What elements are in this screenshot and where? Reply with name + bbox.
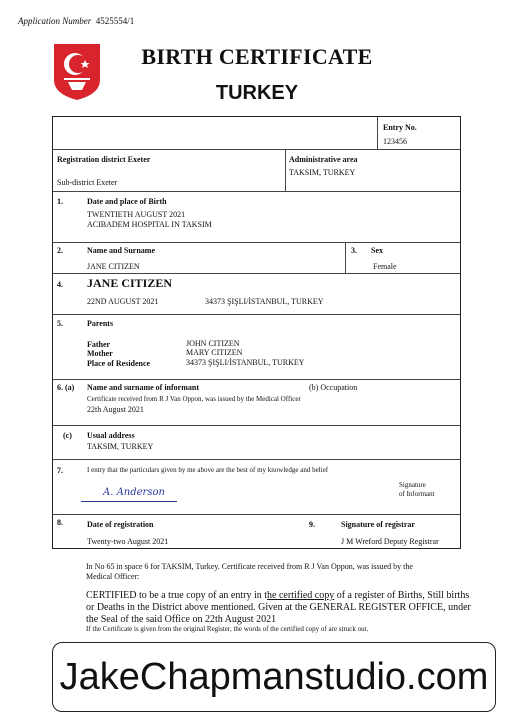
father-label: Father (87, 340, 111, 349)
sub-district: Sub-district Exeter (57, 178, 118, 187)
section-3-number: 3. (351, 246, 357, 255)
informant-signature: A. Anderson (103, 487, 165, 498)
notes-line-2: Medical Officer: (86, 571, 140, 581)
footer-note: If the Certificate is given from the original Register, the words of the certified copy of are struck out. (86, 625, 369, 633)
application-number (18, 16, 134, 26)
sex-label: Sex (371, 246, 383, 255)
birth-date: TWENTIETH AUGUST 2021 (87, 210, 186, 219)
registration-district: Registration district Exeter (57, 155, 151, 164)
birth-place: ACIBADEM HOSPITAL IN TAKSIM (87, 220, 212, 229)
document-country: TURKEY (215, 82, 299, 104)
certificate-date: 22th August 2021 (87, 405, 144, 414)
section-7-number: 7. (57, 466, 63, 475)
application-number-value: 4525554/1 (95, 16, 135, 26)
name-label: Name and Surname (87, 246, 156, 255)
entry-value: 123456 (383, 137, 407, 146)
registration-date-value: Twenty-two August 2021 (87, 537, 169, 546)
document-title: BIRTH CERTIFICATE (141, 44, 373, 69)
parents-label: Parents (87, 319, 114, 328)
watermark: JakeChapmanstudio.com (52, 642, 496, 712)
child-name: JANE CITIZEN (87, 276, 173, 290)
registration-date: 22ND AUGUST 2021 (87, 297, 159, 306)
mother-label: Mother (87, 349, 113, 358)
birth-date-place-label: Date and place of Birth (87, 197, 167, 206)
father-value: JOHN CITIZEN (186, 339, 240, 348)
section-4-number: 4. (57, 280, 63, 289)
certificate-form (52, 116, 461, 549)
entry-label: Entry No. (383, 123, 417, 132)
certified-line-1: CERTIFIED to be a true copy of an entry in the certified copy of a register of Births, Still births (86, 590, 470, 601)
sex-value: Female (373, 262, 397, 271)
admin-area-value: TAKSIM, TURKEY (289, 168, 356, 177)
registration-date-label: Date of registration (87, 520, 154, 529)
certificate-text: Certificate received from R J Van Oppon, was issued by the Medical Officer (87, 395, 301, 403)
residence-label: Place of Residence (87, 359, 151, 368)
usual-address-value: TAKSIM, TURKEY (87, 442, 154, 451)
usual-address-label: Usual address (87, 431, 135, 440)
registrar-value: J M Wreford Deputy Registrar (341, 537, 439, 546)
occupation-label: (b) Occupation (309, 383, 358, 392)
certified-statement (86, 590, 486, 626)
signature-label-1: Signature (399, 481, 426, 489)
section-9-number: 9. (309, 520, 315, 529)
certified-line-2: or Deaths in the District above mentioned. Given at the GENERAL REGISTER OFFICE, under (86, 602, 471, 613)
section-6a-number: 6. (a) (57, 383, 75, 392)
informant-statement: I entry that the particulars given by me above are the best of my knowledge and belief (87, 466, 329, 474)
notes-line-1: In No 65 in space 6 for TAKSIM, Turkey. Certificate received from R J Van Oppon, was issued by the (86, 562, 413, 571)
section-5-number: 5. (57, 319, 63, 328)
section-8-number: 8. (57, 518, 63, 527)
residence-value: 34373 ŞIŞLI/İSTANBUL, TURKEY (186, 358, 305, 367)
child-address: 34373 ŞIŞLI/İSTANBUL, TURKEY (205, 297, 324, 306)
name-value: JANE CITIZEN (87, 262, 140, 271)
informant-label: Name and surname of informant (87, 383, 199, 392)
registrar-label: Signature of registrar (341, 520, 415, 529)
signature-label-2: of Informant (399, 490, 435, 498)
application-number-label: Application Number (18, 16, 92, 26)
section-1-number: 1. (57, 197, 63, 206)
section-6c-number: (c) (63, 431, 72, 440)
section-2-number: 2. (57, 246, 63, 255)
signature-line (81, 501, 177, 502)
mother-value: MARY CITIZEN (186, 348, 243, 357)
admin-area-label: Administrative area (289, 155, 358, 164)
notes-block (86, 562, 486, 581)
certified-line-3: the Seal of the said Office on 22th August 2021 (86, 614, 277, 625)
